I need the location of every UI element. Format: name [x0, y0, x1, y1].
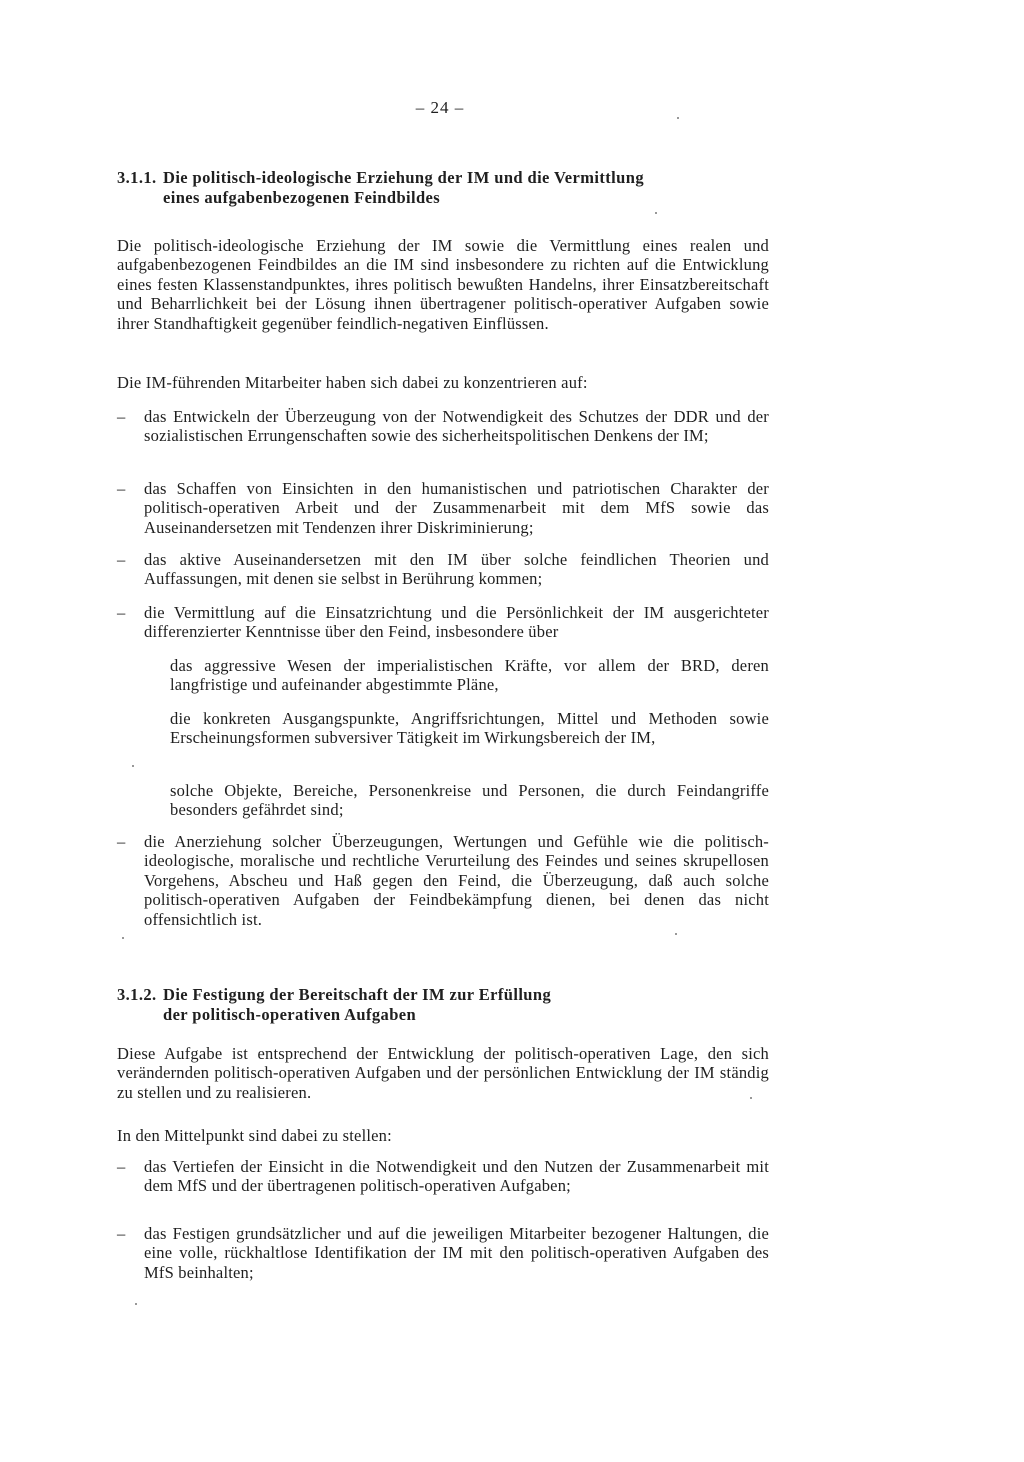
list-item	[117, 832, 769, 929]
scan-speck	[655, 212, 657, 214]
section-intro-paragraph: Diese Aufgabe ist entsprechend der Entwicklung der politisch-operativen Lage, den sich verändernden politisch-operativen Aufgaben und der persönlichen Entwicklung der IM ständig zu stellen und zu realisieren.	[117, 1044, 769, 1102]
section-number: 3.1.1.	[117, 168, 157, 187]
list-item	[117, 407, 769, 446]
list-item	[117, 1157, 769, 1196]
scan-speck	[675, 933, 677, 935]
sub-list-item: die konkreten Ausgangspunkte, Angriffsrichtungen, Mittel und Methoden sowie Erscheinungsformen subversiver Tätigkeit im Wirkungsbereich der IM,	[170, 709, 769, 748]
sub-list-item: solche Objekte, Bereiche, Personenkreise und Personen, die durch Feindangriffe besonders gefährdet sind;	[170, 781, 769, 820]
sub-list-item: das aggressive Wesen der imperialistischen Kräfte, vor allem der BRD, deren langfristige und aufeinander abgestimmte Pläne,	[170, 656, 769, 695]
list-item	[117, 550, 769, 589]
list-item-text: die Vermittlung auf die Einsatzrichtung und die Persönlichkeit der IM ausgerichteter differenzierter Kenntnisse über den Feind, insbesondere über	[144, 603, 769, 642]
section-number: 3.1.2.	[117, 985, 157, 1004]
list-dash: –	[117, 550, 126, 569]
scan-speck	[135, 1303, 137, 1305]
list-dash: –	[117, 1157, 126, 1176]
section-lead-paragraph: Die IM-führenden Mitarbeiter haben sich dabei zu konzentrieren auf:	[117, 373, 588, 392]
section-title-line2: der politisch-operativen Aufgaben	[163, 1005, 417, 1024]
section-intro-paragraph: Die politisch-ideologische Erziehung der IM sowie die Vermittlung eines realen und aufgabenbezogenen Feindbildes an die IM sind insbesondere zu richten auf die Entwicklung eines festen Klassenstandpunktes, ihres politisch bewußten Handelns, ihrer Einsatzbereitschaft und Beharrlichkeit bei der Lösung ihnen übertragener politisch-operativer Aufgaben sowie ihrer Standhaftigkeit gegenüber feindlich-negativen Einflüssen.	[117, 236, 769, 333]
list-item	[117, 479, 769, 537]
scan-speck	[750, 1097, 752, 1099]
list-dash: –	[117, 1224, 126, 1243]
list-item	[117, 603, 769, 642]
list-item	[117, 1224, 769, 1282]
list-dash: –	[117, 832, 126, 851]
scan-speck	[132, 765, 134, 767]
scan-speck	[677, 117, 679, 119]
list-dash: –	[117, 407, 126, 426]
list-item-text: das Entwickeln der Überzeugung von der Notwendigkeit des Schutzes der DDR und der sozialistischen Errungenschaften sowie des sicherheitspolitischen Denkens der IM;	[144, 407, 769, 446]
section-title-line1: Die politisch-ideologische Erziehung der IM und die Vermittlung	[163, 168, 644, 187]
list-item-text: das Schaffen von Einsichten in den humanistischen und patriotischen Charakter der politisch-operativen Arbeit und der Zusammenarbeit mit dem MfS sowie das Auseinandersetzen mit Tendenzen ihrer Diskriminierung;	[144, 479, 769, 537]
list-dash: –	[117, 479, 126, 498]
list-item-text: die Anerziehung solcher Überzeugungen, Wertungen und Gefühle wie die politisch-ideologische, moralische und rechtliche Verurteilung des Feindes und seines skrupellosen Vorgehens, Abscheu und Haß gegen den Feind, die Überzeugung, daß auch solche politisch-operativen Aufgaben der Feindbekämpfung dienen, bei denen das nicht offensichtlich ist.	[144, 832, 769, 929]
section-heading-3-1-1	[117, 168, 737, 208]
section-heading-3-1-2	[117, 985, 737, 1025]
scan-speck	[122, 937, 124, 939]
list-item-text: das aktive Auseinandersetzen mit den IM über solche feindlichen Theorien und Auffassungen, mit denen sie selbst in Berührung kommen;	[144, 550, 769, 589]
page-number: – 24 –	[415, 98, 465, 117]
list-item-text: das Festigen grundsätzlicher und auf die jeweiligen Mitarbeiter bezogener Haltungen, die eine volle, rückhaltlose Identifikation der IM mit den politisch-operativen Aufgaben des MfS beinhalten;	[144, 1224, 769, 1282]
section-title-line1: Die Festigung der Bereitschaft der IM zur Erfüllung	[163, 985, 552, 1004]
list-item-text: das Vertiefen der Einsicht in die Notwendigkeit und den Nutzen der Zusammenarbeit mit dem MfS und der übertragenen politisch-operativen Aufgaben;	[144, 1157, 769, 1196]
section-lead-paragraph: In den Mittelpunkt sind dabei zu stellen:	[117, 1126, 392, 1145]
section-title-line2: eines aufgabenbezogenen Feindbildes	[163, 188, 441, 207]
list-dash: –	[117, 603, 126, 622]
